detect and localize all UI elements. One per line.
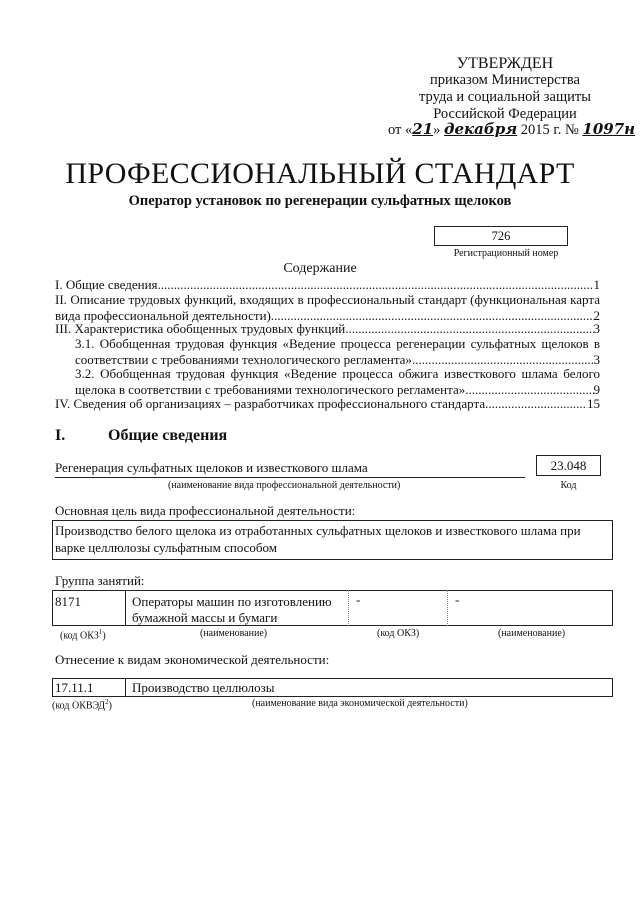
group-code-1: 8171: [55, 594, 81, 609]
date-prefix: от «: [388, 122, 413, 138]
document-subtitle: Оператор установок по регенерации сульфатных щелоков: [128, 193, 512, 209]
caption-okz-code: (код ОКЗ$^1$): [60, 628, 106, 642]
toc-item-text: IV. Сведения об организациях – разработчиках профессионального стандарта: [55, 396, 486, 411]
toc-item-text-line1: II. Описание трудовых функций, входящих в профессиональный стандарт (функциональная карта: [55, 292, 600, 307]
date-year: 2015 г. №: [520, 122, 579, 138]
approval-line-2: труда и социальной защиты: [419, 89, 591, 105]
activity-code-box: 23.048: [536, 455, 601, 476]
toc-item-text-line1: 3.2. Обобщенная трудовая функция «Ведение процесса обжига известкового шлама белого: [75, 366, 600, 381]
code-caption: Код: [560, 480, 577, 491]
toc-item-text-line1: 3.1. Обобщенная трудовая функция «Ведение процесса регенерации сульфатных щелоков в: [75, 336, 600, 351]
toc-heading: Содержание: [283, 261, 357, 276]
toc-item-text: III. Характеристика обобщенных трудовых функций: [55, 321, 346, 336]
approval-line-1: приказом Министерства: [430, 72, 580, 88]
activity-caption: (наименование вида профессиональной деятельности): [168, 480, 401, 491]
toc-item-text: I. Общие сведения: [55, 277, 158, 292]
toc-page: 2: [593, 307, 600, 323]
document-title: ПРОФЕССИОНАЛЬНЫЙ СТАНДАРТ: [65, 157, 575, 190]
handwritten-month: декабря: [444, 120, 518, 138]
caption-name-2: (наименование): [498, 628, 566, 639]
econ-name: Производство целлюлозы: [132, 680, 275, 695]
toc-item-text-line2: вида профессиональной деятельности): [55, 307, 271, 323]
toc-page: 15: [587, 396, 600, 411]
toc-item-2[interactable]: [55, 292, 600, 323]
toc-item-text-line2: щелока в соответствии с требованиями технологического регламента»: [75, 381, 466, 397]
toc-page: 1: [593, 277, 600, 292]
handwritten-day: 21: [412, 120, 434, 138]
date-mid: »: [433, 122, 441, 138]
toc-item-4[interactable]: [55, 396, 600, 412]
caption-econ-name: (наименование вида экономической деятельности): [252, 698, 468, 709]
group-name-1-line2: бумажной массы и бумаги: [132, 610, 278, 625]
caption-okz-code-2: (код ОКЗ): [377, 628, 420, 639]
toc-item-1[interactable]: [55, 277, 600, 293]
caption-okved-code: (код ОКВЭД$^2$): [52, 698, 112, 712]
approval-line-3: Российской Федерации: [433, 106, 577, 122]
group-label: Группа занятий:: [55, 573, 145, 588]
group-name-1-line1: Операторы машин по изготовлению: [132, 594, 332, 609]
activity-underline: [55, 477, 525, 478]
goal-label: Основная цель вида профессиональной деятельности:: [55, 503, 356, 518]
section-title: Общие сведения: [108, 427, 228, 444]
goal-text-line1: Производство белого щелока из отработанных сульфатных щелоков и известкового шлама при: [55, 523, 581, 538]
approval-title: УТВЕРЖДЕН: [456, 55, 554, 72]
goal-text-line2: варке целлюлозы сульфатным способом: [55, 540, 278, 555]
caption-name-1: (наименование): [200, 628, 268, 639]
toc-item-text-line2: соответствии с требованиями технологического регламента»: [75, 351, 412, 367]
toc-page: 9: [593, 381, 600, 397]
econ-code: 17.11.1: [55, 680, 94, 695]
section-number: I.: [55, 427, 66, 444]
toc-item-3[interactable]: [55, 321, 600, 337]
group-code-2: -: [356, 592, 361, 607]
econ-label: Отнесение к видам экономической деятельности:: [55, 652, 330, 667]
approval-date-line: [388, 120, 635, 139]
toc-page: 3: [593, 321, 600, 336]
toc-item-3-2[interactable]: [75, 366, 600, 397]
registration-number-box: 726: [434, 226, 568, 246]
group-name-2: -: [455, 592, 460, 607]
handwritten-order-number: 1097н: [582, 120, 636, 138]
toc-page: 3: [593, 351, 600, 367]
registration-number-label: Регистрационный номер: [453, 248, 559, 259]
activity-name: Регенерация сульфатных щелоков и известкового шлама: [55, 460, 368, 475]
toc-item-3-1[interactable]: [75, 336, 600, 367]
